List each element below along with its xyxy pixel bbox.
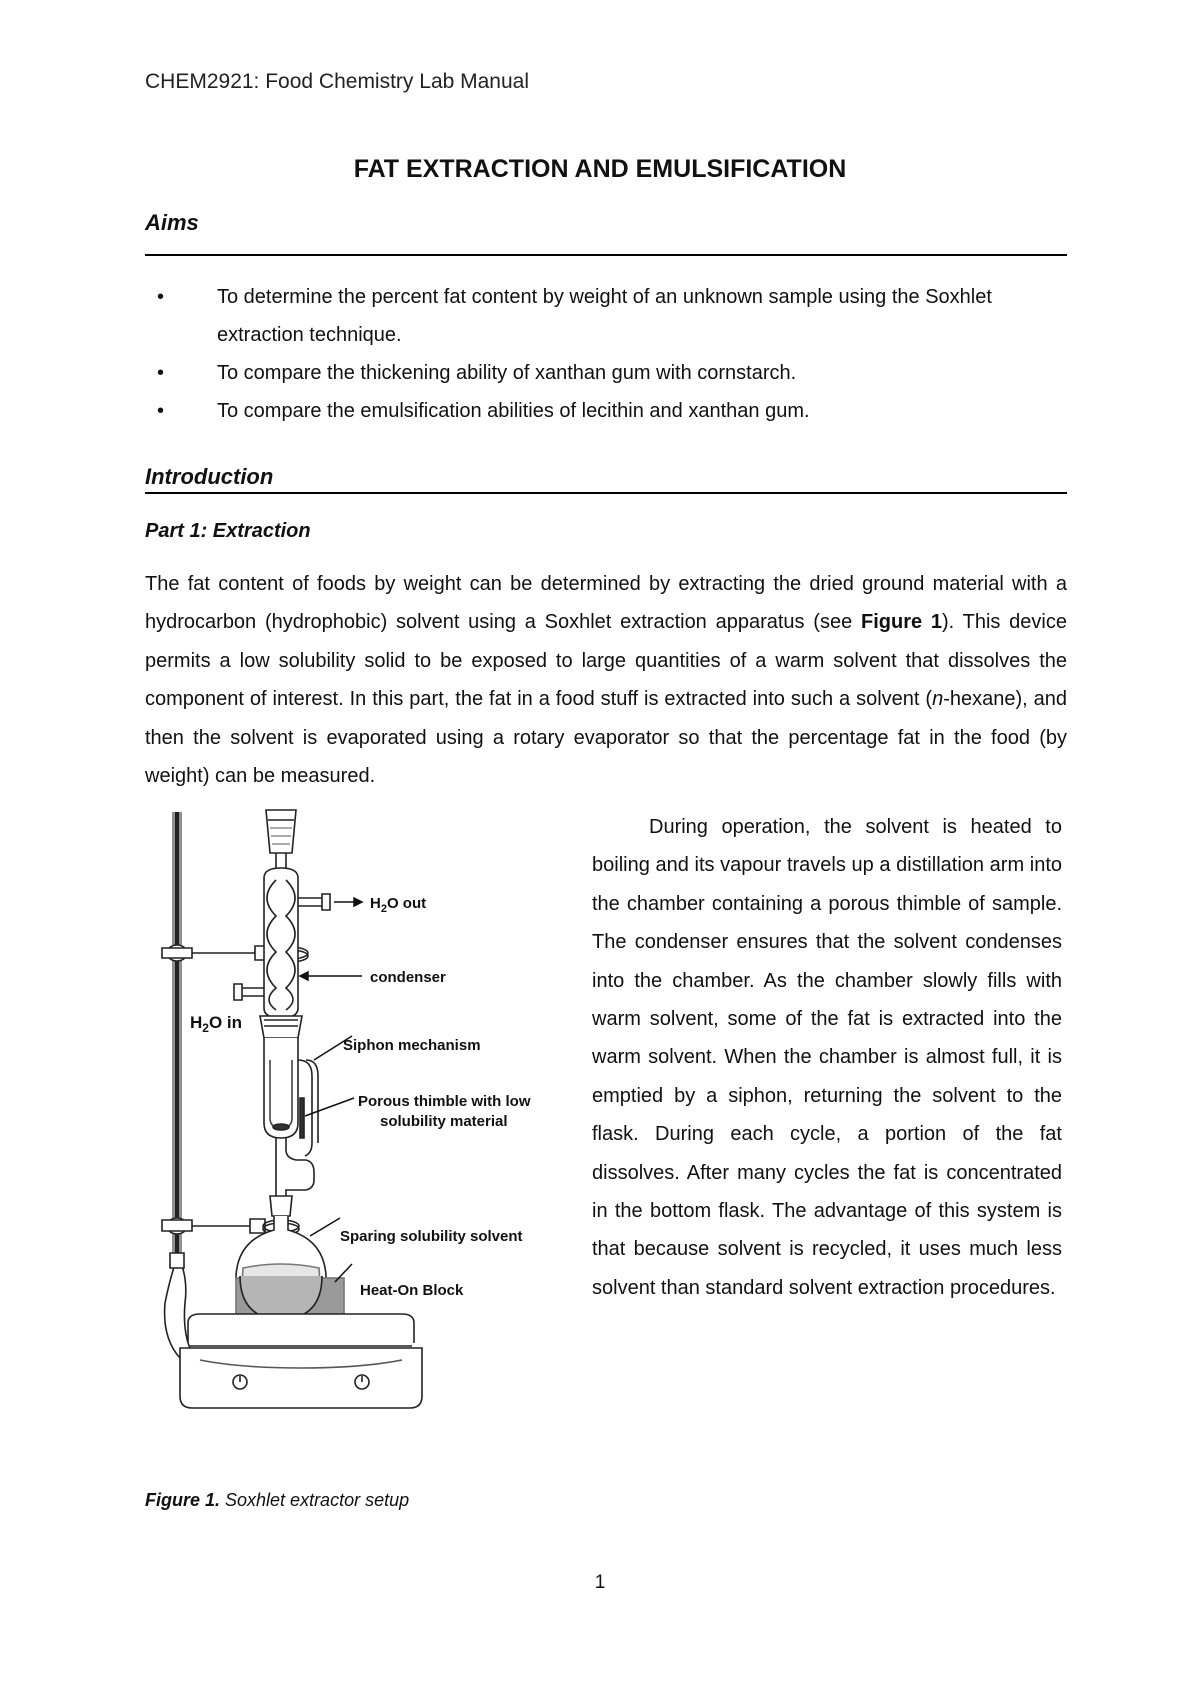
label-siphon: Siphon mechanism xyxy=(343,1037,481,1054)
document-title: FAT EXTRACTION AND EMULSIFICATION xyxy=(353,155,847,183)
aims-heading: Aims xyxy=(145,210,199,235)
aim-text: To compare the emulsification abilities of lecithin and xanthan gum. xyxy=(217,400,810,422)
intro-text-1: The fat content of foods by weight can be determined by extracting the dried ground material with a hydrocarbon (hydrophobic) solvent using a Soxhlet extraction apparatus (see xyxy=(145,573,1067,634)
label-thimble-1: Porous thimble with low xyxy=(358,1093,531,1110)
soxhlet-diagram xyxy=(140,798,590,1468)
list-item xyxy=(145,278,1067,354)
intro-text-2: ). This device permits a low solubility solid to be exposed to large quantities of a warm solvent that dissolves the component of interest. In this part, the fat in a food stuff is extracted into such a solvent ( xyxy=(145,611,1067,711)
intro-text-3: -hexane), and then the solvent is evaporated using a rotary evaporator so that the percentage fat in the food (by weight) can be measured. xyxy=(145,688,1067,788)
aim-text: To determine the percent fat content by weight of an unknown sample using the Soxhlet extraction technique. xyxy=(217,286,992,346)
label-thimble-2: solubility material xyxy=(380,1113,508,1130)
italic-n: n xyxy=(932,688,944,711)
figure-reference: Figure 1 xyxy=(860,611,942,634)
intro-paragraph xyxy=(145,565,1067,795)
aims-divider xyxy=(145,254,1067,256)
bullet-icon: • xyxy=(157,362,165,384)
figure-caption xyxy=(145,1490,409,1511)
operation-paragraph: During operation, the solvent is heated to boiling and its vapour travels up a distillation arm into the chamber containing a porous thimble of sample. The condenser ensures that the solvent condenses into the chamber. As the chamber slowly fills with warm solvent, some of the fat is extracted into the warm solvent. When the chamber is almost full, it is emptied by a siphon, returning the solvent to the flask. During each cycle, a portion of the fat dissolves. After many cycles the fat is concentrated in the bottom flask. The advantage of this system is that because solvent is recycled, it uses much less solvent than standard solvent extraction procedures. xyxy=(592,816,1062,1299)
aims-list xyxy=(145,278,1067,430)
figure-caption-label: Figure 1. xyxy=(145,1490,221,1510)
part1-heading: Part 1: Extraction xyxy=(145,520,311,542)
label-solvent: Sparing solubility solvent xyxy=(340,1228,523,1245)
label-h2o-out: $H_2O$ out xyxy=(370,895,427,915)
introduction-heading: Introduction xyxy=(145,464,274,489)
bullet-icon: • xyxy=(157,286,165,308)
introduction-divider xyxy=(145,492,1067,494)
aim-text: To compare the thickening ability of xanthan gum with cornstarch. xyxy=(217,362,797,384)
bullet-icon: • xyxy=(157,400,165,422)
label-h2o-in: $H_2O$ in xyxy=(190,1013,243,1035)
list-item xyxy=(145,354,1067,392)
running-header: CHEM2921: Food Chemistry Lab Manual xyxy=(145,70,530,93)
label-condenser: condenser xyxy=(370,969,446,986)
label-heat-block: Heat-On Block xyxy=(360,1282,464,1299)
figure-caption-text: Soxhlet extractor setup xyxy=(220,1490,410,1510)
list-item xyxy=(145,392,1067,430)
page-number: 1 xyxy=(594,1572,606,1593)
